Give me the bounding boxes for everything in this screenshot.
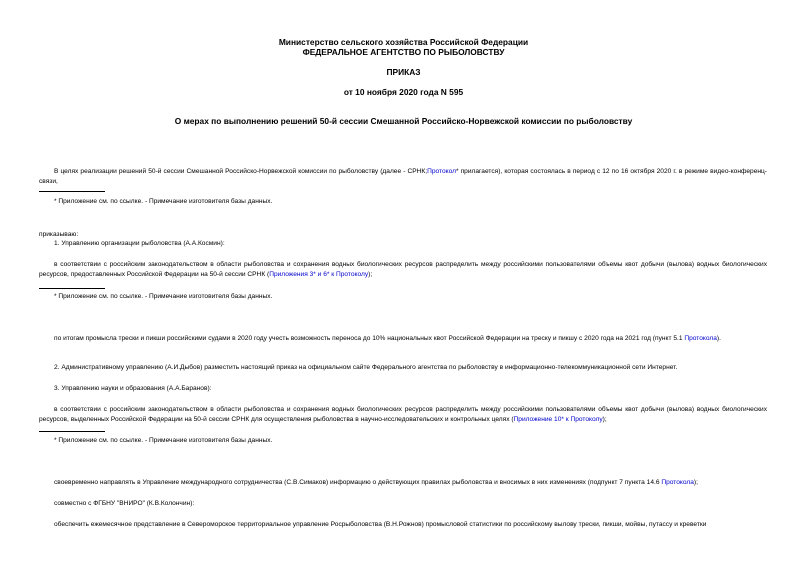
item-1-heading: 1. Управлению организации рыболовства (А.А.Космин): [54, 240, 225, 247]
protocol-link[interactable]: Протокола [661, 479, 694, 486]
item-3-text-start: в соответствии с российским законодательством в области рыболовства и сохранения водных биологических ресурсов распределить между российскими пользователями объемы квот добычи (вылова) водных биологических ресурсов, выделенных Российской Федерации на 50-й сессии СРНК для осуществления рыболовства в научно-исследовательских и контрольных целях ( [39, 406, 767, 423]
preamble-text-start: В целях реализации решений 50-й сессии Смешанной Российско-Норвежской комиссии по рыболовству (далее - СРНК; [54, 168, 428, 175]
footnote: * Приложение см. по ссылке. - Примечание изготовителя базы данных. [54, 293, 273, 300]
item-1-text-start: в соответствии с российским законодательством в области рыболовства и сохранения водных биологических ресурсов распределить между российскими пользователями объемы квот добычи (вылова) водных биологических ресурсов, предоставленных Российской Федерации на 50-й сессии СРНК ( [39, 261, 767, 278]
item-3-rules-paragraph [39, 478, 767, 488]
agency-name: ФЕДЕРАЛЬНОЕ АГЕНТСТВО ПО РЫБОЛОВСТВУ [302, 47, 505, 57]
appendix-10-link[interactable]: Приложение 10* к Протоколу [513, 416, 603, 423]
item-1-carryover-paragraph [39, 334, 767, 344]
footnote: * Приложение см. по ссылке. - Примечание изготовителя базы данных. [54, 198, 273, 205]
document-title: О мерах по выполнению решений 50-й сессии Смешанной Российско-Норвежской комиссии по рыболовству [174, 116, 633, 126]
footnote-divider [39, 288, 105, 289]
footnote: * Приложение см. по ссылке. - Примечание изготовителя базы данных. [54, 437, 273, 444]
item-3-text-end: ); [602, 416, 607, 423]
protocol-link[interactable]: Протокол [427, 168, 456, 175]
ministry-name: Министерство сельского хозяйства Российской Федерации [278, 37, 529, 47]
protocol-link[interactable]: Протокола [684, 335, 717, 342]
orders-word: приказываю: [39, 231, 79, 238]
item-3-heading: 3. Управлению науки и образования (А.А.Баранов): [54, 385, 212, 392]
footnote-divider [39, 191, 105, 192]
appendix-3-6-link[interactable]: Приложения 3* и 6* к Протоколу [269, 271, 369, 278]
preamble-text-end: * прилагается), которая состоялась в период с 12 по 16 октября 2020 г. в режиме видео-конференц-связи, [39, 168, 767, 185]
document-date-number: от 10 ноября 2020 года N 595 [343, 87, 464, 97]
item-1-carryover-text-start: по итогам промысла трески и пикши российскими судами в 2020 году учесть возможность переноса до 10% национальных квот Российской Федерации на треску и пикшу с 2020 года на 2021 год (пункт 5.1 [54, 335, 683, 342]
document-type: ПРИКАЗ [386, 67, 421, 77]
item-3-statistics-paragraph: обеспечить ежемесячное представление в Североморское территориальное управление Росрыболовства (В.Н.Рожнов) промысловой статистики по российскому вылову трески, пикши, мойвы, путассу и креветки [54, 521, 707, 528]
item-1-text-end: ); [368, 271, 373, 278]
item-3-distribution-paragraph [39, 405, 767, 425]
footnote-divider [39, 431, 105, 432]
item-2-paragraph: 2. Административному управлению (А.И.Дыбов) разместить настоящий приказ на официальном сайте Федерального агентства по рыболовству в информационно-телекоммуникационной сети Интернет. [54, 364, 678, 371]
item-1-distribution-paragraph [39, 260, 767, 280]
item-3-vniro-paragraph: совместно с ФГБНУ "ВНИРО" (К.В.Колончин): [54, 500, 195, 507]
item-1-carryover-text-end: ). [716, 335, 721, 342]
item-3-rules-text-start: своевременно направлять в Управление международного сотрудничества (С.В.Симаков) информацию о действующих правилах рыболовства и вносимых в них изменениях (подпункт 7 пункта 14.6 [54, 479, 660, 486]
preamble-paragraph [39, 167, 767, 187]
item-3-rules-text-end: ); [693, 479, 698, 486]
